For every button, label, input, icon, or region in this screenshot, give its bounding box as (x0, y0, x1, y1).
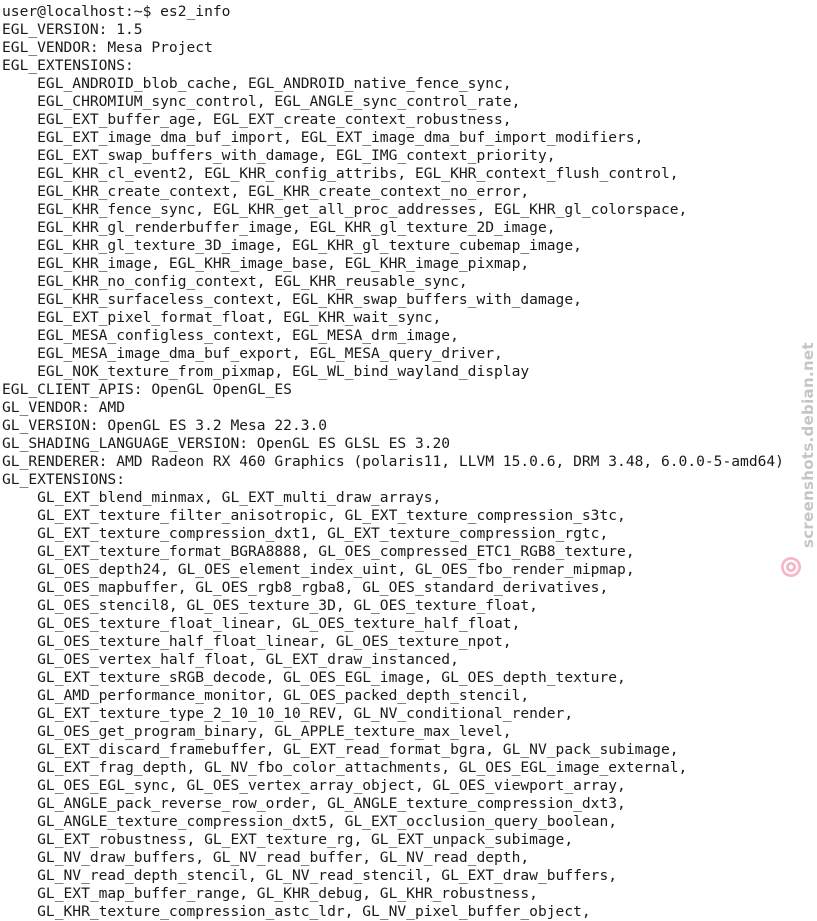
output-line: EGL_EXT_pixel_format_float, EGL_KHR_wait_sync, (2, 309, 442, 326)
output-line: EGL_EXT_image_dma_buf_import, EGL_EXT_image_dma_buf_import_modifiers, (2, 129, 644, 146)
output-line: GL_EXT_robustness, GL_EXT_texture_rg, GL_EXT_unpack_subimage, (2, 831, 574, 848)
watermark-text: screenshots.debian.net (799, 342, 817, 548)
output-line: EGL_EXTENSIONS: (2, 57, 134, 74)
prompt-line: user@localhost:~$ es2_info (2, 3, 231, 20)
output-line: EGL_ANDROID_blob_cache, EGL_ANDROID_native_fence_sync, (2, 75, 512, 92)
output-line: GL_EXT_texture_type_2_10_10_10_REV, GL_NV_conditional_render, (2, 705, 574, 722)
output-line: EGL_KHR_image, EGL_KHR_image_base, EGL_KHR_image_pixmap, (2, 255, 530, 272)
output-line: GL_SHADING_LANGUAGE_VERSION: OpenGL ES GLSL ES 3.20 (2, 435, 451, 452)
terminal-output[interactable] (2, 3, 804, 920)
output-line: GL_NV_draw_buffers, GL_NV_read_buffer, GL_NV_read_depth, (2, 849, 530, 866)
output-line: EGL_KHR_surfaceless_context, EGL_KHR_swap_buffers_with_damage, (2, 291, 582, 308)
output-line: EGL_KHR_gl_renderbuffer_image, EGL_KHR_gl_texture_2D_image, (2, 219, 556, 236)
output-line: GL_OES_texture_float_linear, GL_OES_texture_half_float, (2, 615, 521, 632)
output-line: GL_VERSION: OpenGL ES 3.2 Mesa 22.3.0 (2, 417, 328, 434)
output-line: EGL_KHR_fence_sync, EGL_KHR_get_all_proc_addresses, EGL_KHR_gl_colorspace, (2, 201, 688, 218)
output-line: GL_EXT_blend_minmax, GL_EXT_multi_draw_arrays, (2, 489, 442, 506)
output-line: EGL_CHROMIUM_sync_control, EGL_ANGLE_sync_control_rate, (2, 93, 521, 110)
output-line: GL_EXTENSIONS: (2, 471, 126, 488)
output-line: GL_VENDOR: AMD (2, 399, 126, 416)
output-line: GL_OES_texture_half_float_linear, GL_OES_texture_npot, (2, 633, 512, 650)
output-line: GL_EXT_texture_sRGB_decode, GL_OES_EGL_image, GL_OES_depth_texture, (2, 669, 626, 686)
output-line: GL_EXT_frag_depth, GL_NV_fbo_color_attachments, GL_OES_EGL_image_external, (2, 759, 688, 776)
output-line: GL_EXT_discard_framebuffer, GL_EXT_read_format_bgra, GL_NV_pack_subimage, (2, 741, 679, 758)
output-line: EGL_EXT_swap_buffers_with_damage, EGL_IMG_context_priority, (2, 147, 556, 164)
output-line: GL_OES_depth24, GL_OES_element_index_uint, GL_OES_fbo_render_mipmap, (2, 561, 635, 578)
output-line: EGL_KHR_gl_texture_3D_image, EGL_KHR_gl_texture_cubemap_image, (2, 237, 582, 254)
output-line: GL_EXT_texture_format_BGRA8888, GL_OES_compressed_ETC1_RGB8_texture, (2, 543, 635, 560)
output-line: EGL_MESA_configless_context, EGL_MESA_drm_image, (2, 327, 459, 344)
output-line: GL_OES_EGL_sync, GL_OES_vertex_array_object, GL_OES_viewport_array, (2, 777, 626, 794)
output-line: EGL_NOK_texture_from_pixmap, EGL_WL_bind_wayland_display (2, 363, 530, 380)
output-line: GL_KHR_texture_compression_astc_ldr, GL_NV_pixel_buffer_object, (2, 903, 591, 920)
output-line: GL_ANGLE_pack_reverse_row_order, GL_ANGLE_texture_compression_dxt3, (2, 795, 626, 812)
output-line: GL_OES_get_program_binary, GL_APPLE_texture_max_level, (2, 723, 512, 740)
output-line: EGL_KHR_cl_event2, EGL_KHR_config_attribs, EGL_KHR_context_flush_control, (2, 165, 679, 182)
output-line: EGL_CLIENT_APIS: OpenGL OpenGL_ES (2, 381, 292, 398)
output-line: EGL_VENDOR: Mesa Project (2, 39, 213, 56)
output-line: EGL_KHR_create_context, EGL_KHR_create_context_no_error, (2, 183, 530, 200)
output-line: GL_NV_read_depth_stencil, GL_NV_read_stencil, GL_EXT_draw_buffers, (2, 867, 618, 884)
output-line: GL_OES_vertex_half_float, GL_EXT_draw_instanced, (2, 651, 459, 668)
output-line: GL_OES_mapbuffer, GL_OES_rgb8_rgba8, GL_OES_standard_derivatives, (2, 579, 609, 596)
output-line: EGL_VERSION: 1.5 (2, 21, 143, 38)
output-line: GL_EXT_map_buffer_range, GL_KHR_debug, GL_KHR_robustness, (2, 885, 538, 902)
output-line: GL_OES_stencil8, GL_OES_texture_3D, GL_OES_texture_float, (2, 597, 538, 614)
output-line: EGL_KHR_no_config_context, EGL_KHR_reusable_sync, (2, 273, 468, 290)
output-line: EGL_MESA_image_dma_buf_export, EGL_MESA_query_driver, (2, 345, 503, 362)
output-line: EGL_EXT_buffer_age, EGL_EXT_create_context_robustness, (2, 111, 512, 128)
output-line: GL_RENDERER: AMD Radeon RX 460 Graphics (polaris11, LLVM 15.0.6, DRM 3.48, 6.0.0-5-amd64) (2, 453, 784, 470)
output-line: GL_ANGLE_texture_compression_dxt5, GL_EXT_occlusion_query_boolean, (2, 813, 618, 830)
output-line: GL_EXT_texture_filter_anisotropic, GL_EXT_texture_compression_s3tc, (2, 507, 626, 524)
output-line: GL_AMD_performance_monitor, GL_OES_packed_depth_stencil, (2, 687, 530, 704)
output-line: GL_EXT_texture_compression_dxt1, GL_EXT_texture_compression_rgtc, (2, 525, 609, 542)
